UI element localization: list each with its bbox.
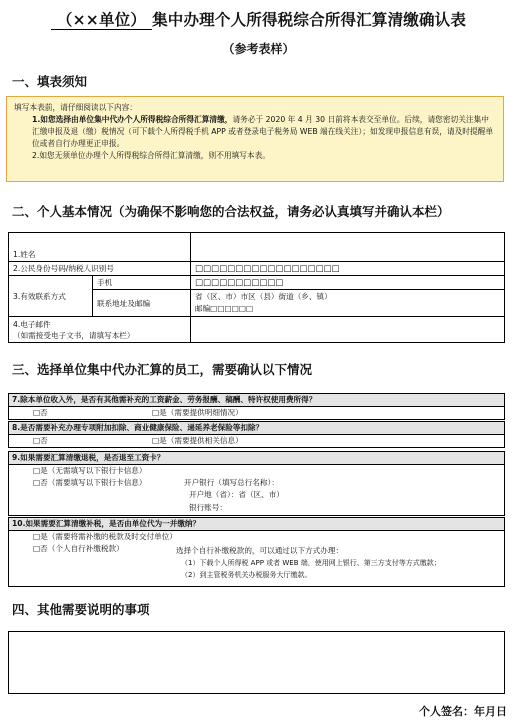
q10-yes-checkbox[interactable]: □是（需要将需补缴的税款及时交付单位） xyxy=(33,532,177,541)
question-9 xyxy=(8,451,505,516)
question-8-text: 8.是否需要补充办理专项附加扣除、商业健康保险、递延养老保险等扣除？ xyxy=(9,422,504,435)
notice-intro: 填写本表前，请仔细阅读以下内容： xyxy=(14,103,138,112)
section-heading-confirmation: 三、选择单位集中代办汇算的员工，需要确认以下情况 xyxy=(12,362,313,377)
notice-item-1 xyxy=(14,114,496,150)
notice-item-1-rest: 将本表交至单位。后续，请您密切关注集中汇缴申报及退（缴）税情况（可下载个人所得税手机 APP 或者登录电子税务局 WEB 端在线关注）；如发现申报信息有误，请及时提醒单位或者自行办理更正申报。 xyxy=(32,115,494,148)
notice-item-1-deadline: 请务必于 2020 年 4 月 30 日前 xyxy=(232,115,343,124)
postcode-line: 邮编□□□□□□ xyxy=(195,304,254,313)
email-field[interactable] xyxy=(191,317,505,343)
address-label: 联系地址及邮编 xyxy=(93,290,191,317)
title-main: 集中办理个人所得税综合所得汇算清缴确认表 xyxy=(152,10,467,29)
section-heading-other-notes: 四、其他需要说明的事项 xyxy=(12,602,150,617)
q9-yes-checkbox[interactable]: □是（无需填写以下银行卡信息） xyxy=(33,466,147,475)
question-8 xyxy=(8,421,505,448)
question-9-text: 9.如果需要汇算清缴退税，是否退至工资卡？ xyxy=(9,452,504,465)
q10-option-2: （2）到主管税务机关办税服务大厅缴款。 xyxy=(181,571,312,579)
q8-no-checkbox[interactable]: □否 xyxy=(33,436,48,445)
notice-item-1-bold: 1.如您选择由单位集中代办个人所得税综合所得汇算清缴， xyxy=(32,115,233,124)
id-label: 2.公民身份号码/纳税人识别号 xyxy=(9,262,191,276)
name-label: 1.姓名 xyxy=(9,233,191,262)
question-7 xyxy=(8,393,505,420)
instructions-notice xyxy=(6,96,504,182)
q9-bank-location: 开户地（省）：省（区、市） xyxy=(189,490,284,499)
question-10 xyxy=(8,517,505,587)
q10-self-pay-intro: 选择个自行补缴税款的，可以通过以下方式办理： xyxy=(176,546,344,555)
other-notes-field[interactable] xyxy=(8,631,505,694)
page-subtitle: （参考表样） xyxy=(222,42,295,56)
q10-no-checkbox[interactable]: □否（个人自行补缴税款） xyxy=(33,544,124,553)
q9-account-number: 银行账号： xyxy=(189,503,227,512)
section-heading-personal-info: 二、个人基本情况（为确保不影响您的合法权益，请务必认真填写并确认本栏） xyxy=(12,204,450,219)
email-note: （如需接受电子文书，请填写本栏） xyxy=(13,330,135,340)
address-line: 省（区、市）市区（县）街道（乡、镇） xyxy=(195,292,332,301)
signature-line: 个人签名：年月日 xyxy=(419,705,507,718)
q10-option-1: （1）下载个人所得税 APP 或者 WEB 端，使用网上银行、第三方支付等方式缴款； xyxy=(181,559,441,567)
personal-info-table xyxy=(8,232,505,343)
q8-yes-checkbox[interactable]: □是（需要提供相关信息） xyxy=(152,436,243,445)
contact-label: 3.有效联系方式 xyxy=(9,276,93,317)
email-label: 4.电子邮件 xyxy=(13,319,51,329)
q7-yes-checkbox[interactable]: □是（需要提供明细情况） xyxy=(152,408,243,417)
phone-boxes[interactable]: □□□□□□□□□□□ xyxy=(191,276,505,290)
q9-bank-name: 开户银行（填写总行名称）： xyxy=(184,478,279,487)
unit-placeholder: （××单位） xyxy=(51,10,152,30)
page-title xyxy=(0,8,517,30)
q7-no-checkbox[interactable]: □否 xyxy=(33,408,48,417)
id-number-boxes[interactable]: □□□□□□□□□□□□□□□□□□ xyxy=(191,262,505,276)
q9-no-checkbox[interactable]: □否（需要填写以下银行卡信息） xyxy=(33,478,147,487)
name-field[interactable] xyxy=(191,233,505,262)
question-7-text: 7.除本单位收入外，是否有其他需补充的工资薪金、劳务报酬、稿酬、特许权使用费所得？ xyxy=(9,394,504,407)
question-10-text: 10.如果需要汇算清缴补税，是否由单位代为一并缴纳？ xyxy=(9,518,504,531)
phone-label: 手机 xyxy=(93,276,191,290)
notice-item-2: 2.如您无须单位办理个人所得税综合所得汇算清缴，则不用填写本表。 xyxy=(32,151,270,160)
section-heading-instructions: 一、填表须知 xyxy=(12,74,88,89)
address-field[interactable] xyxy=(191,290,505,317)
email-label-cell xyxy=(9,317,191,343)
